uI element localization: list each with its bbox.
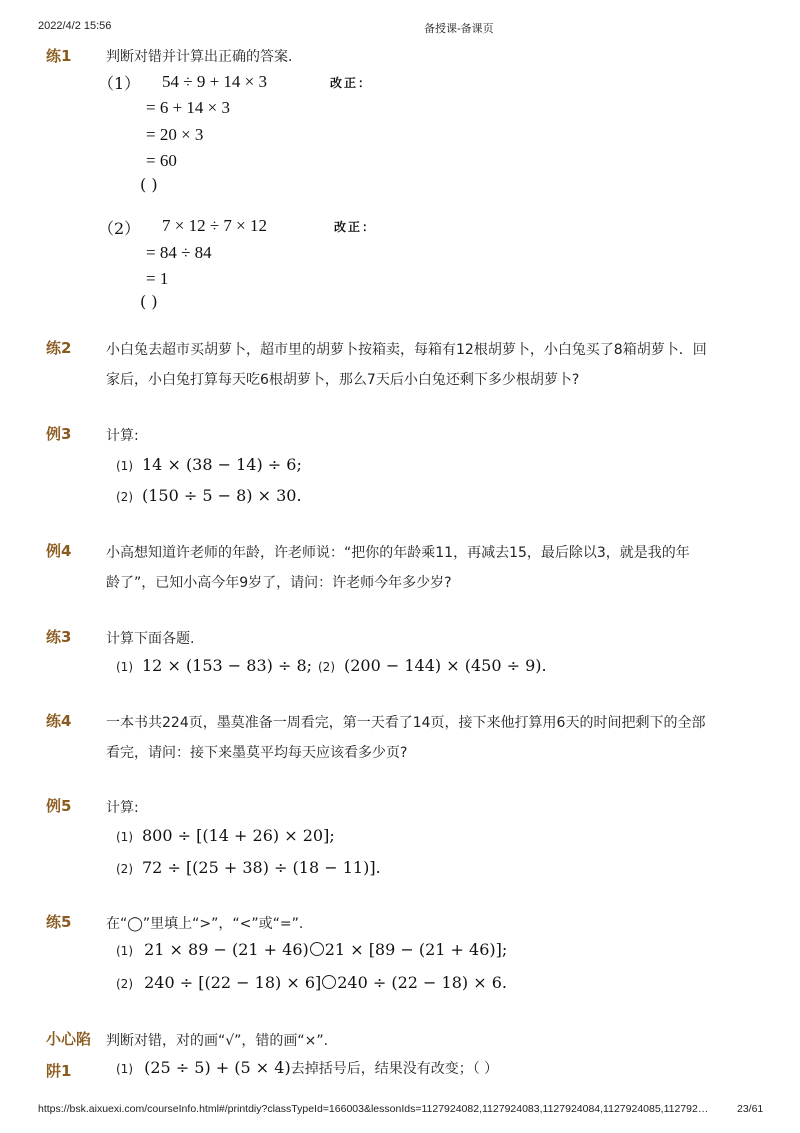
math-expression: (200 − 144) × (450 ÷ 9). — [344, 656, 547, 675]
math-expression-right: 21 × [89 − (21 + 46)]; — [324, 940, 508, 959]
item-number: (2) — [116, 490, 133, 504]
calc-line: 54 ÷ 9 + 14 × 3 — [162, 72, 268, 91]
exercise-prompt: 判断对错，对的画“√”，错的画“×”. — [106, 1033, 329, 1049]
exercise-prompt: 在“◯”里填上“>”，“<”或“=”. — [106, 916, 304, 932]
correction-label: 改正： — [334, 220, 377, 234]
calc-line: = 20 × 3 — [146, 125, 204, 144]
exercise-label: 练2 — [46, 339, 72, 357]
problem-text-line: 看完，请问：接下来墨莫平均每天应该看多少页? — [106, 745, 408, 761]
answer-blank[interactable]: ( ) — [140, 292, 158, 311]
item-number: (1) — [116, 830, 133, 844]
math-expression-left: 240 ÷ [(22 − 18) × 6] — [144, 973, 322, 992]
item-number: (2) — [318, 660, 335, 674]
problem-text-line: 家后，小白兔打算每天吃6根胡萝卜，那么7天后小白兔还剩下多少根胡萝卜? — [106, 372, 580, 388]
correction-label: 改正： — [330, 76, 373, 90]
calc-line: = 60 — [146, 151, 177, 170]
problem-number: （2） — [98, 219, 141, 238]
page-title: 备授课-备课页 — [424, 23, 494, 35]
item-number: (1) — [116, 660, 133, 674]
exercise-label: 练3 — [46, 628, 72, 646]
calc-line: = 84 ÷ 84 — [146, 243, 212, 262]
exercise-label: 例4 — [46, 542, 72, 560]
exercise-label: 例3 — [46, 425, 72, 443]
answer-blank[interactable]: ( ) — [140, 175, 158, 194]
calc-line: = 6 + 14 × 3 — [146, 98, 231, 117]
math-expression: 12 × (153 − 83) ÷ 8; — [142, 656, 313, 675]
compare-circle-blank[interactable] — [310, 942, 324, 956]
trap-item — [116, 1058, 498, 1078]
math-expression: 72 ÷ [(25 + 38) ÷ (18 − 11)]. — [142, 858, 381, 877]
math-expression: 800 ÷ [(14 + 26) × 20]; — [142, 826, 335, 845]
math-expression: 14 × (38 − 14) ÷ 6; — [142, 455, 302, 474]
problem-number: （1） — [98, 74, 141, 93]
exercise-label: 练1 — [46, 47, 72, 65]
compare-item — [116, 940, 507, 959]
judge-text: 去掉括号后，结果没有改变；（ ） — [290, 1061, 499, 1077]
item-number: (2) — [116, 977, 133, 991]
problem-text-line: 龄了”，已知小高今年9岁了，请问：许老师今年多少岁? — [106, 575, 452, 591]
calc-line: = 1 — [146, 269, 169, 288]
print-datetime: 2022/4/2 15:56 — [38, 20, 112, 32]
exercise-prompt: 计算下面各题. — [106, 631, 195, 647]
calc-line: 7 × 12 ÷ 7 × 12 — [162, 216, 268, 235]
exercise-label: 例5 — [46, 797, 72, 815]
math-expression-left: 21 × 89 − (21 + 46) — [144, 940, 309, 959]
math-expression-right: 240 ÷ (22 − 18) × 6. — [337, 973, 507, 992]
exercise-prompt: 计算: — [106, 800, 139, 816]
math-expression: (150 ÷ 5 − 8) × 30. — [142, 486, 302, 505]
problem-text-line: 一本书共224页，墨莫准备一周看完，第一天看了14页，接下来他打算用6天的时间把剩下的全部 — [106, 715, 706, 731]
item-number: (1) — [116, 1062, 133, 1076]
problem-text-line: 小高想知道许老师的年龄，许老师说：“把你的年龄乘11，再减去15，最后除以3，就是我的年 — [106, 545, 690, 561]
exercise-label: 练4 — [46, 712, 72, 730]
item-number: (2) — [116, 862, 133, 876]
exercise-prompt: 计算: — [106, 428, 139, 444]
item-number: (1) — [116, 459, 133, 473]
compare-item — [116, 973, 507, 992]
compare-circle-blank[interactable] — [322, 975, 336, 989]
exercise-prompt: 判断对错并计算出正确的答案. — [106, 49, 293, 65]
page-number: 23/61 — [737, 1103, 764, 1115]
exercise-label: 小心陷 — [46, 1030, 92, 1048]
page-url: https://bsk.aixuexi.com/courseInfo.html#/printdiy?classTypeId=166003&lessonIds=1127924082,1127924083,1127924084,1127924085,112792… — [38, 1103, 709, 1115]
item-number: (1) — [116, 944, 133, 958]
exercise-label: 练5 — [46, 913, 72, 931]
math-expression: (25 ÷ 5) + (5 × 4) — [144, 1058, 291, 1077]
exercise-label: 阱1 — [46, 1062, 72, 1080]
problem-text-line: 小白兔去超市买胡萝卜，超市里的胡萝卜按箱卖，每箱有12根胡萝卜，小白兔买了8箱胡萝卜．回 — [106, 342, 707, 358]
